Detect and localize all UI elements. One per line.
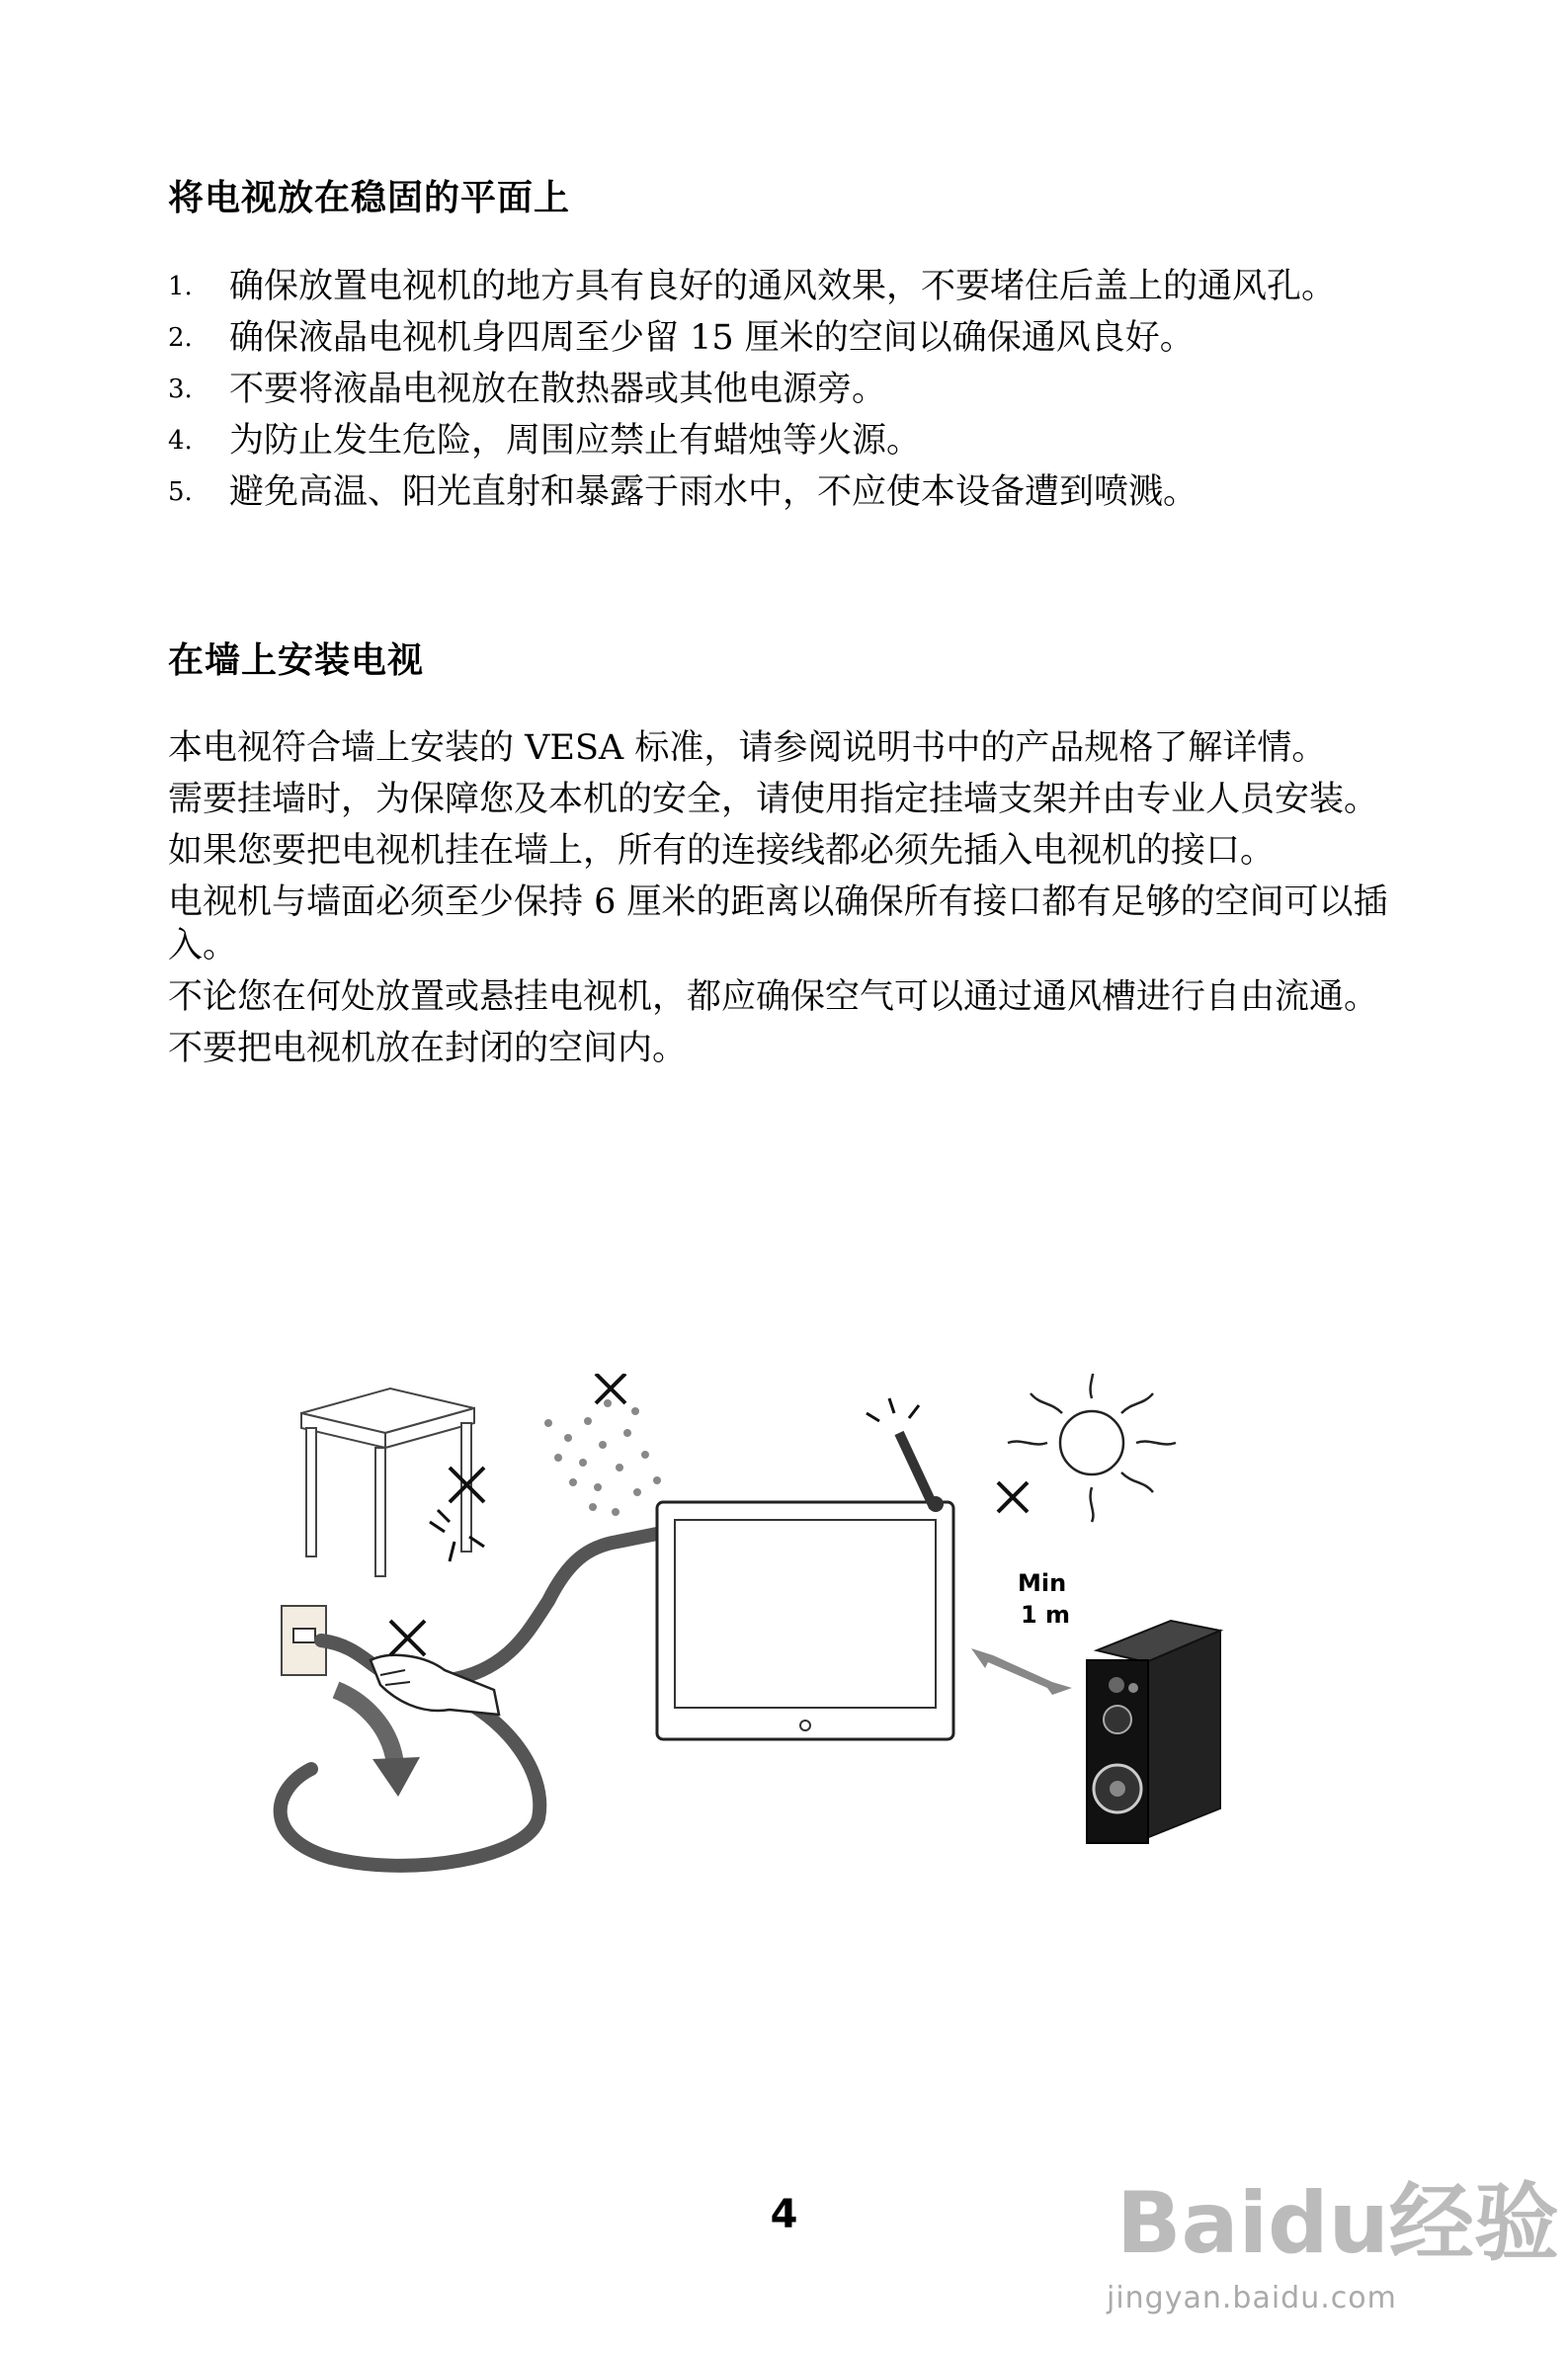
list-text: 为防止发生危险，周围应禁止有蜡烛等火源。 xyxy=(229,421,922,461)
speaker-icon xyxy=(1087,1621,1220,1843)
distance-arrow-icon xyxy=(971,1648,1072,1695)
paragraph: 如果您要把电视机挂在墙上，所有的连接线都必须先插入电视机的接口。 xyxy=(168,831,1276,871)
list-number: 3. xyxy=(168,375,193,404)
table-icon xyxy=(301,1388,474,1576)
distance-label-min: Min xyxy=(1018,1569,1067,1597)
watermark-logo: Baidu经验 xyxy=(1116,2174,1559,2273)
list-item xyxy=(168,316,1403,360)
list-item xyxy=(168,368,1403,411)
antenna-icon xyxy=(867,1398,944,1512)
section-heading-wall-mount: 在墙上安装电视 xyxy=(168,640,425,681)
paragraph: 需要挂墙时，为保障您及本机的安全，请使用指定挂墙支架并由专业人员安装。 xyxy=(168,780,1379,819)
paragraph: 本电视符合墙上安装的 VESA 标准，请参阅说明书中的产品规格了解详情。 xyxy=(168,728,1327,768)
page-number: 4 xyxy=(770,2192,798,2237)
list-item xyxy=(168,470,1403,514)
distance-label-value: 1 m xyxy=(1021,1601,1071,1629)
paragraph: 不要把电视机放在封闭的空间内。 xyxy=(168,1029,688,1068)
prohibited-x-icon xyxy=(998,1482,1028,1512)
list-item xyxy=(168,419,1403,462)
tv-icon xyxy=(657,1502,953,1739)
paragraph: 电视机与墙面必须至少保持 6 厘米的距离以确保所有接口都有足够的空间可以插入。 xyxy=(168,882,1388,966)
watermark-url: jingyan.baidu.com xyxy=(1107,2281,1397,2315)
prohibited-x-icon xyxy=(390,1621,425,1655)
list-number: 5. xyxy=(168,477,193,507)
prohibited-x-icon xyxy=(596,1374,625,1403)
spark-icon xyxy=(430,1510,484,1561)
list-number: 2. xyxy=(168,323,193,353)
sun-icon xyxy=(1008,1374,1176,1522)
list-text: 不要将液晶电视放在散热器或其他电源旁。 xyxy=(229,370,887,409)
rain-icon xyxy=(544,1399,661,1516)
list-number: 1. xyxy=(168,272,193,301)
section-heading-placement: 将电视放在稳固的平面上 xyxy=(168,178,571,218)
list-item xyxy=(168,265,1403,308)
safety-illustration xyxy=(252,1374,1359,1888)
paragraph: 不论您在何处放置或悬挂电视机，都应确保空气可以通过通风槽进行自由流通。 xyxy=(168,977,1379,1017)
curved-arrow-icon xyxy=(336,1690,420,1797)
list-text: 确保液晶电视机身四周至少留 15 厘米的空间以确保通风良好。 xyxy=(229,318,1195,358)
placement-list xyxy=(168,265,1403,522)
wall-mount-paragraphs xyxy=(168,726,1403,1078)
list-text: 确保放置电视机的地方具有良好的通风效果，不要堵住后盖上的通风孔。 xyxy=(229,267,1337,306)
list-number: 4. xyxy=(168,426,193,456)
list-text: 避免高温、阳光直射和暴露于雨水中，不应使本设备遭到喷溅。 xyxy=(229,472,1198,512)
